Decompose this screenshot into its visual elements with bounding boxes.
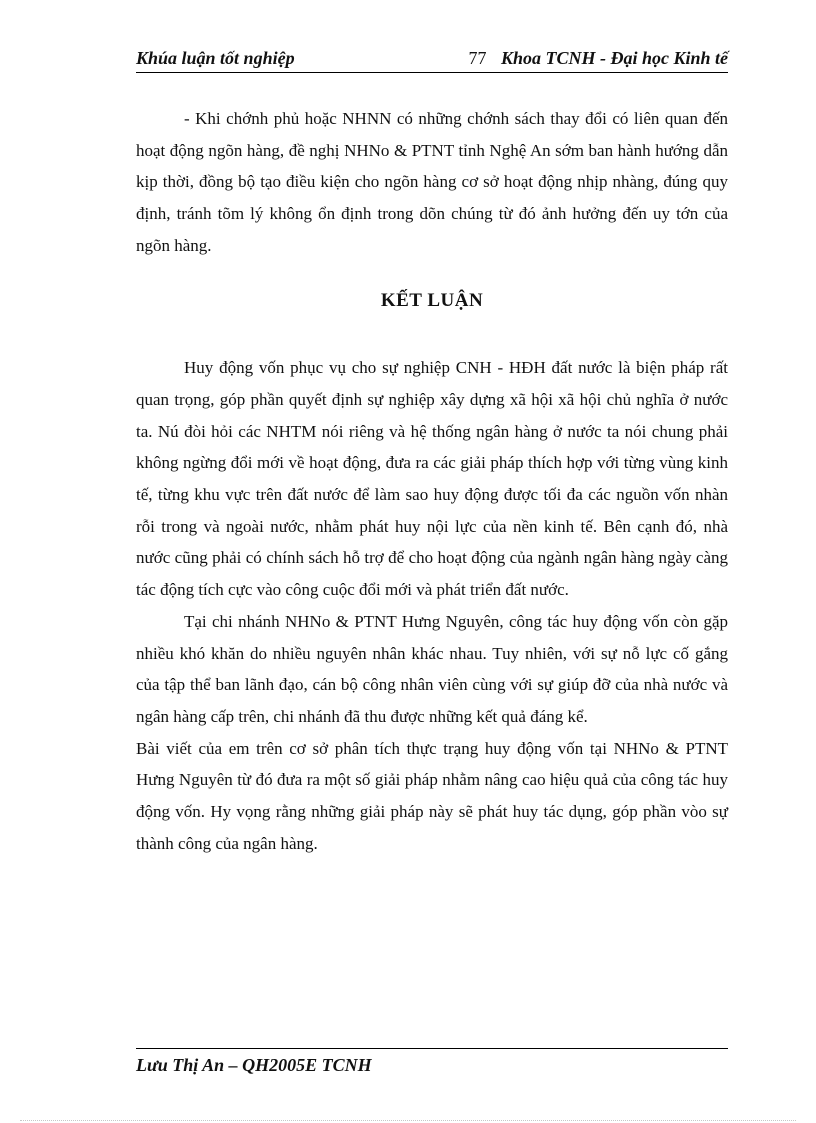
page-header [136,46,728,73]
faculty-name: Khoa TCNH - Đại học Kinh tế [500,48,728,68]
paragraph-conclusion-3: Bài viết của em trên cơ sở phân tích thực trạng huy động vốn tại NHNo & PTNT Hưng Nguyên từ đó đưa ra một số giải pháp nhằm nâng cao hiệu quả của công tác huy động vốn. Hy vọng rằng những giải pháp này sẽ phát huy tác dụng, góp phần vòo sự thành công của ngân hàng. [136,738,728,853]
thesis-title: Khúa luận tốt nghiệp [136,48,295,68]
page-body [136,103,728,859]
header-right [468,48,728,69]
author-line: Lưu Thị An – QH2005E TCNH [136,1055,372,1075]
page-number: 77 [468,48,487,68]
paragraph-recommendation: - Khi chớnh phủ hoặc NHNN có những chớnh sách thay đổi có liên quan đến hoạt động ngõn hàng, đề nghị NHNo & PTNT tỉnh Nghệ An sớm ban hành hướng dẫn kịp thời, đồng bộ tạo điều kiện cho ngõn hàng cơ sở hoạt động nhịp nhàng, đúng quy định, tránh tõm lý không ổn định trong dõn chúng từ đó ảnh hưởng đến uy tớn của ngõn hàng. [136,109,728,255]
paragraph-conclusion-1: Huy động vốn phục vụ cho sự nghiệp CNH - HĐH đất nước là biện pháp rất quan trọng, góp phần quyết định sự nghiệp xây dựng xã hội xã hội chủ nghĩa ở nước ta. Nú đòi hỏi các NHTM nói riêng và hệ thống ngân hàng ở nước ta nói chung phải không ngừng đổi mới về hoạt động, đưa ra các giải pháp thích hợp với từng vùng kinh tế, từng khu vực trên đất nước để làm sao huy động được tối đa các nguồn vốn nhàn rỗi trong và ngoài nước, nhằm phát huy nội lực của nền kinh tế. Bên cạnh đó, nhà nước cũng phải có chính sách hỗ trợ để cho hoạt động của ngành ngân hàng ngày càng tác động tích cực vào công cuộc đổi mới và phát triển đất nước. [136,358,728,600]
page-footer [136,1048,728,1076]
conclusion-heading: KẾT LUẬN [380,289,484,311]
paragraph-conclusion-2: Tại chi nhánh NHNo & PTNT Hưng Nguyên, công tác huy động vốn còn gặp nhiều khó khăn do nhiều nguyên nhân khác nhau. Tuy nhiên, với sự nỗ lực cố gắng của tập thể ban lãnh đạo, cán bộ công nhân viên cùng với sự giúp đỡ của nhà nước và ngân hàng cấp trên, chi nhánh đã thu được những kết quả đáng kể. [136,611,728,726]
page-edge-divider [20,1120,796,1121]
